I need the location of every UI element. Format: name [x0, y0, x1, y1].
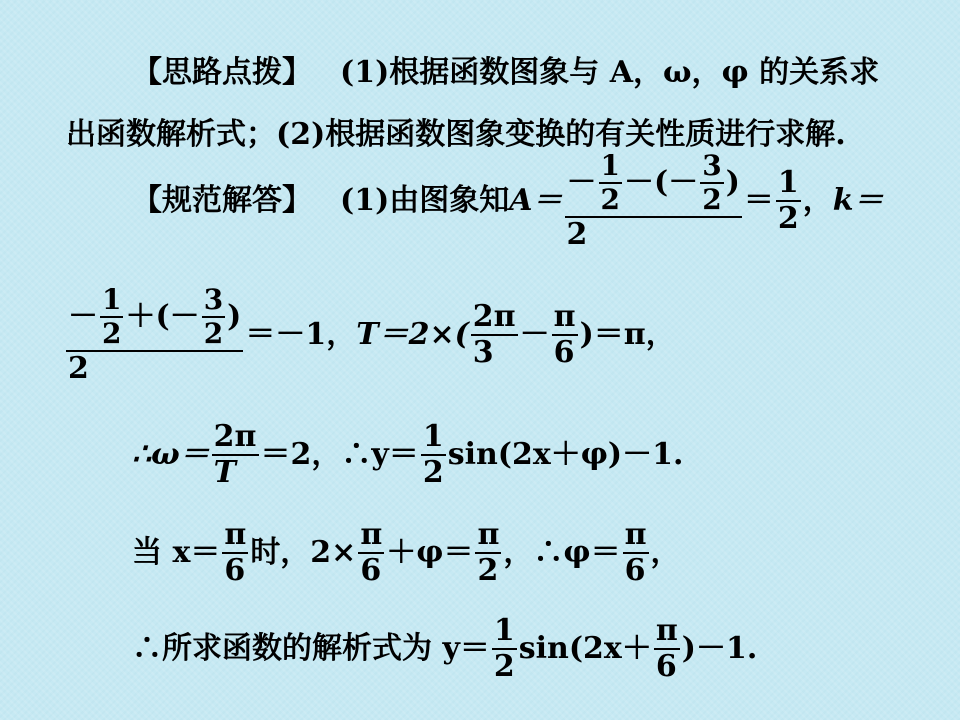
omega-frac — [212, 419, 259, 490]
solution-line-k — [64, 283, 676, 386]
final-coef-num: 1 — [493, 613, 515, 648]
when-frac-3-den: 2 — [477, 553, 499, 588]
omega-frac-num: 2π — [213, 419, 257, 454]
hint-line-1 — [132, 55, 880, 90]
A-big-fraction — [565, 149, 742, 252]
solution-line-phi — [132, 517, 681, 588]
final-phase-num: π — [655, 613, 678, 648]
when-frac-4 — [623, 517, 649, 588]
k-denominator: 2 — [68, 351, 89, 386]
hint-line-2 — [66, 117, 846, 152]
solution-label: 【规范解答】 — [132, 183, 312, 218]
A-result-num: 1 — [777, 165, 799, 200]
k-numerator — [66, 283, 243, 350]
A-num-minus: － — [566, 165, 597, 200]
solution-line-omega — [132, 419, 684, 490]
y-coef-den: 2 — [422, 455, 444, 490]
A-num-frac-2 — [700, 149, 723, 216]
when-frac-3-num: π — [477, 517, 500, 552]
A-num-frac-2-num: 3 — [702, 149, 722, 182]
A-num-mid: －(－ — [624, 165, 699, 200]
T-frac-1-num: 2π — [472, 299, 516, 334]
A-denominator: 2 — [566, 217, 588, 252]
T-lhs: T＝2×( — [356, 317, 469, 352]
final-tail: )－1. — [681, 631, 758, 666]
k-num-frac-1-den: 2 — [102, 317, 122, 350]
A-tail: ， — [802, 183, 833, 218]
final-mid: sin(2x＋ — [518, 631, 652, 666]
T-frac-2-num: π — [553, 299, 576, 334]
when-frac-1-den: 6 — [224, 553, 246, 588]
when-pre: 当 x＝ — [132, 535, 221, 570]
when-frac-4-den: 6 — [624, 553, 646, 588]
y-coef-frac — [421, 419, 446, 490]
hint-text-2: 出函数解析式；(2)根据函数图象变换的有关性质进行求解. — [66, 117, 846, 152]
k-num-frac-1-num: 1 — [102, 283, 122, 316]
A-eq: ＝ — [743, 183, 774, 218]
omega-frac-den: T — [213, 455, 236, 490]
solution-intro: (1)由图象知 — [340, 183, 510, 218]
k-num-frac-2-den: 2 — [203, 317, 224, 350]
when-mid-3: ，∴φ＝ — [503, 535, 621, 570]
A-numerator — [565, 149, 742, 216]
T-frac-1 — [471, 299, 518, 370]
when-mid-2: ＋φ＝ — [386, 535, 474, 570]
y-expression: sin(2x＋φ)－1. — [447, 437, 684, 472]
A-num-close: ) — [725, 165, 740, 200]
k-num-frac-1 — [100, 283, 123, 350]
T-frac-2-den: 6 — [553, 335, 575, 370]
A-result-den: 2 — [777, 201, 799, 236]
when-frac-3 — [475, 517, 501, 588]
k-num-mid: ＋(－ — [125, 299, 200, 334]
k-num-close: ) — [227, 299, 242, 334]
solution-line-A — [132, 149, 884, 252]
k-lhs: k＝ — [832, 183, 884, 218]
y-coef-num: 1 — [422, 419, 444, 454]
A-num-frac-1-num: 1 — [600, 149, 621, 182]
k-num-frac-2 — [202, 283, 225, 350]
T-frac-1-den: 3 — [472, 335, 494, 370]
final-coef-frac — [492, 613, 517, 684]
A-result — [776, 165, 801, 236]
when-frac-2-den: 6 — [360, 553, 382, 588]
A-num-frac-1-den: 2 — [600, 183, 621, 216]
omega-result: ＝2，∴y＝ — [260, 437, 419, 472]
when-mid: 时，2× — [250, 535, 357, 570]
final-pre: ∴所求函数的解析式为 y＝ — [132, 631, 490, 666]
A-num-frac-2-den: 2 — [702, 183, 722, 216]
k-num-frac-2-num: 3 — [203, 283, 224, 316]
final-phase-den: 6 — [655, 649, 677, 684]
T-result: )＝π， — [579, 317, 676, 352]
T-frac-2 — [552, 299, 578, 370]
T-minus: － — [519, 317, 550, 352]
A-lhs: A＝ — [509, 183, 563, 218]
final-coef-den: 2 — [493, 649, 515, 684]
when-tail: ， — [650, 535, 681, 570]
k-result: ＝－1， — [245, 317, 357, 352]
k-num-minus: － — [68, 299, 98, 334]
hint-label: 【思路点拨】 — [132, 55, 312, 90]
final-phase-frac — [654, 613, 680, 684]
A-num-frac-1 — [599, 149, 622, 216]
omega-pre: ∴ω＝ — [132, 437, 210, 472]
hint-text-1: (1)根据函数图象与 A，ω，φ 的关系求 — [340, 55, 880, 90]
when-frac-1 — [222, 517, 248, 588]
when-frac-1-num: π — [224, 517, 247, 552]
when-frac-2 — [358, 517, 384, 588]
when-frac-4-num: π — [624, 517, 647, 552]
when-frac-2-num: π — [360, 517, 383, 552]
k-big-fraction — [66, 283, 243, 386]
solution-line-final — [132, 613, 758, 684]
